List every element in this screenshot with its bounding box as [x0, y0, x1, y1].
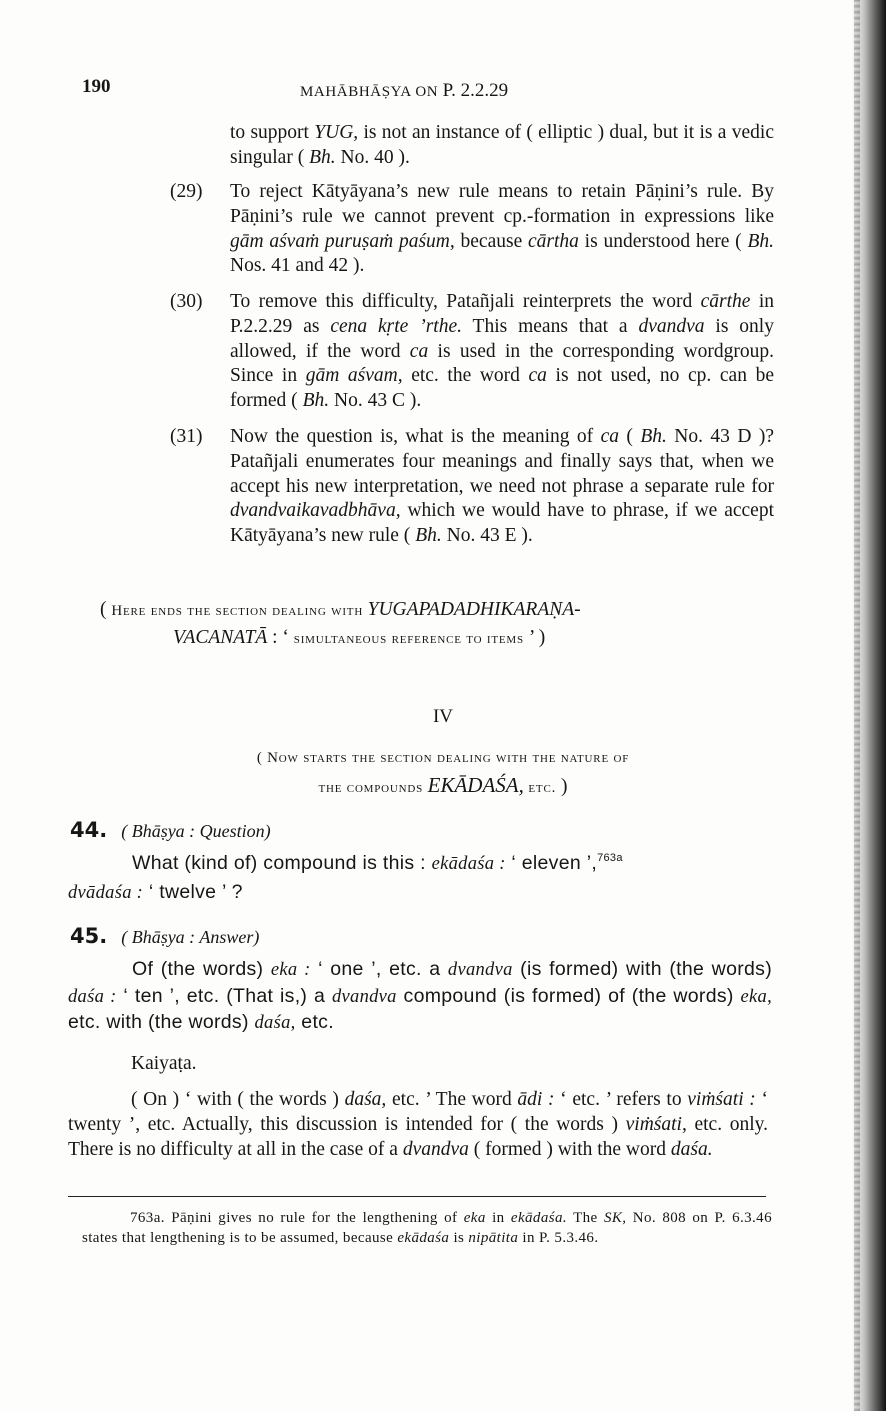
text: in [485, 1210, 511, 1226]
text: (is formed) with (the words) [512, 958, 772, 980]
running-head [300, 80, 508, 102]
term: ca [409, 340, 429, 362]
text: ’ ) [523, 627, 546, 648]
term: viṁśati : [687, 1089, 756, 1110]
section-45-heading [70, 924, 259, 948]
small-caps-text: ( Now starts the section dealing with the nature of [256, 750, 630, 766]
text: in P.2.2.29 as [230, 291, 775, 337]
term: ādi : [517, 1089, 555, 1110]
term: viṁśati, [625, 1113, 687, 1135]
text: etc. [295, 1011, 334, 1033]
text: This means that a [462, 315, 639, 337]
text: To reject Kātyāyana’s new rule means to retain Pāṇini’s rule. By Pāṇini’s rule we cannot prevent cp.-formation in expressions like [230, 181, 774, 227]
text: is [449, 1230, 469, 1246]
term: EKĀDAŚA, [427, 773, 524, 797]
term: ekādaśa [397, 1230, 450, 1246]
small-caps-text: simultaneous reference to items [293, 631, 524, 647]
footnote-763a [82, 1208, 772, 1248]
text: ( On ) ‘ with ( the words ) [131, 1089, 345, 1110]
term: VACANATĀ [173, 627, 268, 648]
text: ‘ eleven ’, [505, 852, 598, 874]
term: dvādaśa : [68, 882, 144, 903]
text: in P. 5.3.46. [518, 1230, 599, 1246]
text: ( [619, 426, 641, 447]
term: daśa, [254, 1013, 296, 1033]
text: compound (is formed) of (the words) [396, 984, 741, 1007]
term: dvandva [331, 986, 397, 1007]
paragraph-text [230, 290, 774, 414]
section-label: ( Bhāṣya : Question) [121, 821, 271, 841]
term: eka : [270, 960, 311, 980]
section-45-text [68, 957, 772, 1037]
small-caps-text: etc. [523, 780, 557, 796]
text: No. 808 on P. 6.3.46 states that lengthening is to be assumed, because [82, 1210, 772, 1246]
paragraph-text [230, 180, 774, 279]
text: No. 40 ). [335, 146, 410, 168]
section-44-text [68, 851, 774, 906]
text: No. 43 D )? Patañjali enumerates four meanings and finally says that, when we accept his new interpretation, we need not phrase a separate rule for [230, 426, 774, 497]
term: gām aśvam, [305, 365, 403, 387]
text: is only allowed, if the word [230, 315, 774, 362]
term: ekādaśa. [510, 1210, 568, 1226]
section-label: ( Bhāṣya : Answer) [121, 927, 260, 947]
text: is not used, no cp. can be formed ( [230, 365, 774, 412]
citation: Bh. [309, 146, 336, 168]
citation: Bh. [302, 390, 330, 412]
text: to support [230, 122, 315, 143]
page-edge-texture [854, 0, 860, 1411]
text: Of (the words) [132, 958, 271, 980]
term: YUGAPADADHIKARAṆA- [367, 599, 581, 620]
term: ca [528, 365, 547, 387]
citation: Bh. [747, 230, 774, 252]
term: cārthe [700, 291, 751, 312]
paragraph-number: (29) [170, 181, 203, 202]
paragraph-number: (30) [170, 291, 203, 312]
section-number: 44. [70, 818, 108, 842]
term: dvandva [447, 960, 513, 980]
term: daśa : [68, 986, 117, 1007]
term: dvandva [402, 1138, 469, 1160]
footnote-divider [68, 1196, 766, 1197]
paragraph-number: (31) [170, 426, 203, 447]
section-end-line-2 [173, 626, 773, 652]
term: cena kṛte ’rthe. [330, 315, 463, 337]
text: 763a. Pāṇini gives no rule for the lengthening of [130, 1210, 464, 1226]
text: is used in the corresponding wordgroup. Since in [230, 340, 774, 387]
section-44-heading [70, 818, 271, 842]
text: etc. only. There is no difficulty at all in the case of a [68, 1113, 768, 1160]
text: To remove this difficulty, Patañjali reinterprets the word [230, 291, 701, 312]
term: daśa. [670, 1138, 713, 1160]
term: SK, [603, 1210, 627, 1226]
text: ‘ ten ’, etc. (That is,) a [116, 984, 332, 1007]
text: ‘ one ’, etc. a [310, 958, 448, 980]
text: : ‘ [267, 627, 294, 648]
term: cārtha [528, 230, 579, 252]
text: ‘ etc. ’ refers to [554, 1089, 688, 1110]
text: ( formed ) with the word [468, 1138, 671, 1160]
term: daśa, [344, 1089, 387, 1110]
term: eka [463, 1210, 486, 1226]
text: ( [100, 599, 112, 620]
running-head-section: P. 2.2.29 [442, 80, 509, 101]
text: No. 43 C ). [329, 390, 422, 412]
continued-paragraph [230, 121, 774, 171]
term: gām aśvaṁ puruṣaṁ paśum, [230, 230, 455, 252]
text: etc. the word [402, 365, 529, 387]
text: Now the question is, what is the meaning of [230, 426, 601, 447]
page-number: 190 [82, 76, 111, 97]
text: ‘ twenty ’, etc. Actually, this discussion is intended for ( the words ) [68, 1089, 768, 1135]
running-head-title: MAHĀBHĀṢYA ON [300, 84, 439, 100]
text: ) [556, 776, 568, 797]
text: which we would have to phrase, if we accept Kātyāyana’s new rule ( [230, 500, 774, 547]
citation: Bh. [415, 525, 442, 547]
citation: Bh. [640, 426, 667, 447]
text: ‘ twelve ’ ? [143, 880, 243, 903]
text: etc. ’ The word [386, 1089, 518, 1110]
commentary-text [68, 1088, 768, 1162]
text: is not an instance of ( elliptic ) dual, but it is a vedic singular ( [230, 122, 774, 168]
term: YUG, [314, 122, 359, 143]
text: etc. with (the words) [68, 1011, 255, 1033]
text: because [454, 230, 528, 252]
text: What (kind of) compound is this : [132, 852, 432, 874]
part-number: IV [432, 706, 454, 727]
term: ca [600, 426, 619, 447]
term: nipātita [468, 1230, 519, 1246]
text: The [567, 1210, 604, 1226]
text: is understood here ( [578, 230, 748, 252]
term: eka, [740, 986, 772, 1007]
small-caps-text: the compounds [318, 780, 428, 796]
section-number: 45. [70, 924, 108, 948]
part-heading-line-2 [0, 773, 886, 801]
small-caps-text: Here ends the section dealing with [111, 603, 368, 619]
paragraph-text [230, 425, 774, 549]
term: ekādaśa : [431, 854, 506, 874]
part-heading-line-1 [0, 745, 886, 771]
section-end-line-1 [100, 598, 770, 624]
footnote-reference[interactable]: 763a [597, 852, 623, 864]
commentary-heading: Kaiyaṭa. [131, 1053, 197, 1074]
text: No. 43 E ). [441, 525, 533, 547]
term: dvandvaikavadbhāva, [230, 500, 401, 522]
term: dvandva [638, 315, 705, 337]
text: Nos. 41 and 42 ). [230, 255, 365, 277]
